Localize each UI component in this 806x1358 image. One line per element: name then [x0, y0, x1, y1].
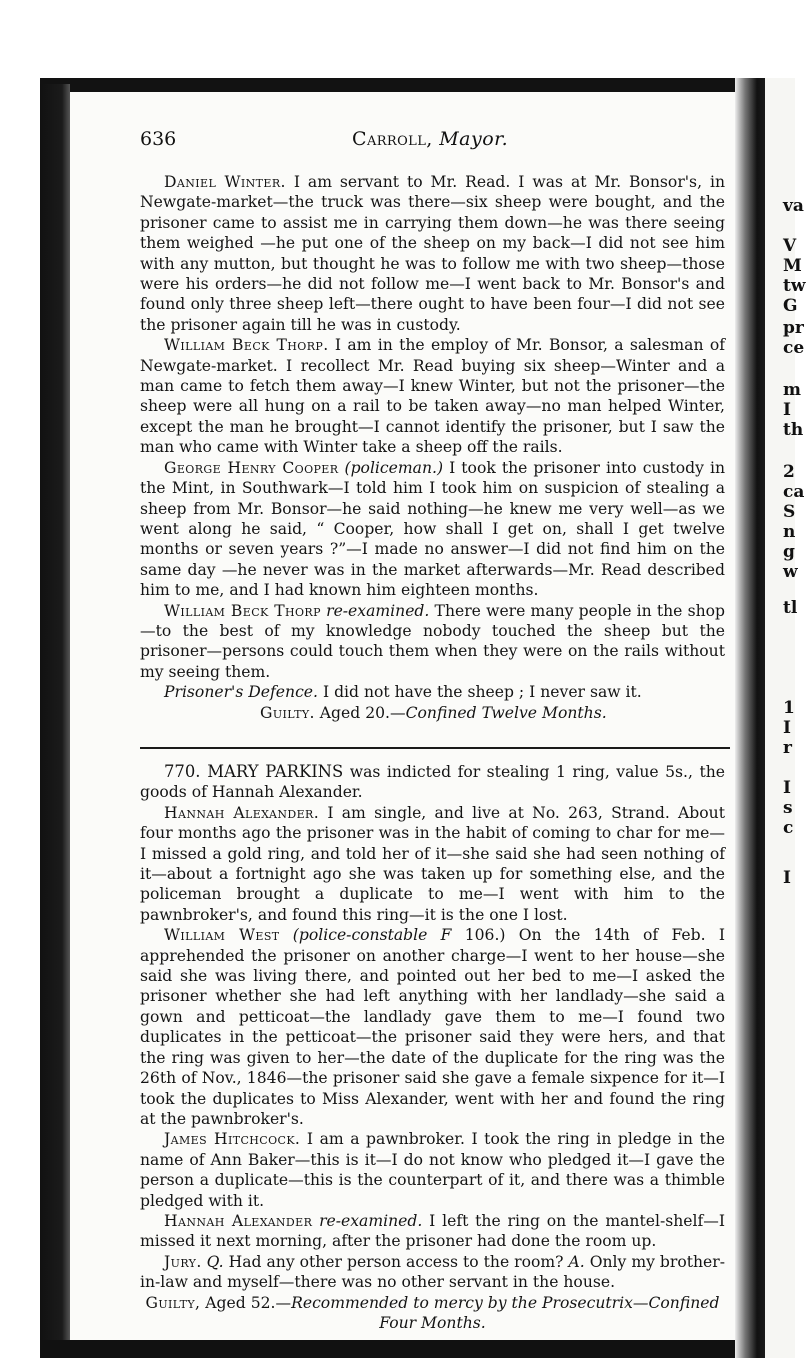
facing-page-fragment: r	[783, 738, 792, 758]
book-edge-left	[40, 84, 70, 1358]
case-number: 770.	[164, 762, 201, 781]
facing-page-fragment: 2	[783, 462, 795, 482]
witness-name: Hannah Alexander.	[164, 803, 320, 822]
facing-page-fragment: V	[783, 236, 797, 256]
verdict-line	[140, 1293, 725, 1334]
case-2-text	[140, 762, 725, 1333]
running-head-name: Carroll,	[352, 128, 433, 150]
case-divider	[140, 747, 730, 749]
verdict-guilty: Guilty,	[145, 1293, 201, 1312]
facing-page-fragment: M	[783, 256, 802, 276]
testimony-text: I am single, and live at No. 263, Strand. About four months ago the prisoner was in the habit of coming to char for me—I missed a gold ring, and told her of it—she said she had seen nothing of it—about a fortnight ago she was taken up for something else, and the policeman brought a duplicate to me—I went with him to the pawnbroker's, and found this ring—it is the one I lost.	[140, 803, 725, 924]
testimony-text: I am a pawnbroker. I took the ring in pledge in the name of Ann Baker—this is it—I do not know who pledged it—I gave the person a duplicate—this is the counterpart of it, and there was a thimble pledged with it.	[140, 1130, 725, 1210]
testimony-paragraph	[140, 172, 725, 335]
facing-page-fragment: ca	[783, 482, 805, 502]
facing-page-fragment: m	[783, 380, 801, 400]
book-edge-bottom	[40, 1340, 760, 1358]
witness-name: William Beck Thorp.	[164, 336, 329, 355]
scan-background	[0, 0, 795, 78]
facing-page-fragment: va	[783, 196, 804, 216]
testimony-paragraph	[140, 803, 725, 925]
facing-page-fragment: I	[783, 718, 791, 738]
facing-page-fragment: w	[783, 562, 798, 582]
jury-label: Jury.	[164, 1252, 202, 1271]
verdict-guilty: Guilty.	[260, 703, 315, 722]
witness-name: William Beck Thorp	[164, 601, 321, 620]
witness-role: re-examined.	[326, 601, 430, 620]
witness-role: (police-constable F	[292, 926, 452, 945]
facing-page-fragment: I	[783, 400, 791, 420]
case-intro	[140, 762, 725, 803]
running-header	[140, 128, 720, 152]
facing-page-fragment: c	[783, 818, 794, 838]
testimony-text: I am in the employ of Mr. Bonsor, a salesman of Newgate-market. I recollect Mr. Read buying six sheep—Winter and a man came to fetch them away—I knew Winter, but not the prisoner—the sheep were all hung on a rail to be taken away—no man helped Winter, except the man he brought—I cannot identify the prisoner, but I saw the man who came with Winter take a sheep off the rails.	[140, 336, 726, 457]
witness-role: (policeman.)	[344, 458, 444, 477]
witness-name: Daniel Winter.	[164, 173, 286, 191]
book-edge-top	[40, 78, 760, 92]
testimony-text: I am servant to Mr. Read. I was at Mr. Bonsor's, in Newgate-market—the truck was there—six sheep were bought, and the prisoner came to assist me in carrying them down—he was there seeing them weighed —he put one of the sheep on my back—I did not see him with any mutton, but thought he was to follow me with two sheep—those were his orders—he did not follow me—I went back to Mr. Bonsor's and found only three sheep left—there ought to have been four—I did not see the prisoner again till he was in custody.	[140, 173, 725, 334]
testimony-paragraph	[140, 925, 725, 1129]
facing-page-fragment: G	[783, 296, 798, 316]
testimony-paragraph	[140, 458, 725, 601]
answer-text: Only my brother-in-law and myself—there was no other servant in the house.	[140, 1252, 725, 1292]
facing-page-fragment: g	[783, 542, 795, 562]
page-number: 636	[140, 128, 177, 150]
testimony-paragraph	[140, 335, 725, 457]
testimony-paragraph	[140, 1129, 725, 1211]
testimony-text: I took the prisoner into custody in the Mint, in Southwark—I told him I took him on suspicion of stealing a sheep from Mr. Bonsor—he said nothing—he knew me very well—as we went along he said, “ Cooper, how shall I get on, shall I get twelve months or seven years ?”—I made no answer—I did not find him on the same day —he never was in the market afterwards—Mr. Read described him to me, and I had known him eighteen months.	[140, 458, 725, 600]
testimony-paragraph	[140, 1211, 725, 1252]
verdict-sentence: Confined Twelve Months.	[405, 703, 607, 722]
facing-page-fragment: th	[783, 420, 804, 440]
facing-page-fragment: I	[783, 778, 791, 798]
facing-page-fragment: S	[783, 502, 796, 522]
verdict-sentence: Recommended to mercy by the Prosecutrix—Confined Four Months.	[291, 1293, 720, 1332]
case-1-text	[140, 172, 725, 723]
facing-page-fragment: n	[783, 522, 796, 542]
facing-page-fragment: s	[783, 798, 793, 818]
facing-page-fragment: I	[783, 868, 791, 888]
running-head-title: Mayor.	[439, 128, 509, 150]
indictment-text: was indicted for stealing 1 ring, value 5s., the goods of Hannah Alexander.	[140, 763, 725, 802]
defence-paragraph	[140, 682, 725, 702]
testimony-text: On the 14th of Feb. I apprehended the prisoner on another charge—I went to her house—she said she was living there, and pointed out her bed to me—I asked the prisoner whether she had left anything with her landlady—she said a gown and petticoat—the landlady gave them to me—I found two duplicates in the petticoat—the prisoner said they were hers, and that the ring was given to her—the date of the duplicate for the ring was the 26th of Nov., 1846—the prisoner said she gave a female sixpence for it—I took the duplicates to Miss Alexander, went with her and found the ring at the pawnbroker's.	[140, 926, 725, 1128]
witness-role: re-examined.	[319, 1211, 423, 1230]
answer-label: A.	[568, 1252, 585, 1271]
defence-text: I did not have the sheep ; I never saw it.	[318, 683, 642, 702]
testimony-text: There were many people in the shop—to the best of my knowledge nobody touched the sheep but the prisoner—persons could touch them when they were on the rails without my seeing them.	[140, 601, 725, 681]
testimony-paragraph	[140, 601, 725, 683]
question-text: Had any other person access to the room?	[223, 1252, 564, 1271]
book-gutter	[735, 78, 765, 1358]
running-head	[352, 128, 508, 150]
next-page-margin	[765, 78, 806, 1358]
witness-name: William West	[164, 926, 280, 945]
jury-paragraph	[140, 1252, 725, 1293]
verdict-line	[140, 703, 725, 723]
facing-page-fragment: 1	[783, 698, 795, 718]
witness-role-number: 106.)	[451, 926, 506, 945]
verdict-age: Aged 20.—	[314, 703, 406, 722]
question-label: Q.	[206, 1252, 224, 1271]
facing-page-fragment: pr	[783, 318, 804, 338]
facing-page-fragment: ce	[783, 338, 805, 358]
facing-page-fragment: tl	[783, 598, 798, 618]
witness-name: George Henry Cooper	[164, 458, 339, 477]
testimony-text: I left the ring on the mantel-shelf—I missed it next morning, after the prisoner had done the room up.	[140, 1211, 725, 1251]
defendant-name: MARY PARKINS	[200, 762, 344, 781]
witness-name: Hannah Alexander	[164, 1211, 313, 1230]
witness-name: James Hitchcock.	[164, 1130, 301, 1149]
facing-page-fragment: tw	[783, 276, 806, 296]
verdict-age: Aged 52.—	[200, 1293, 292, 1312]
defence-label: Prisoner's Defence.	[164, 683, 318, 702]
